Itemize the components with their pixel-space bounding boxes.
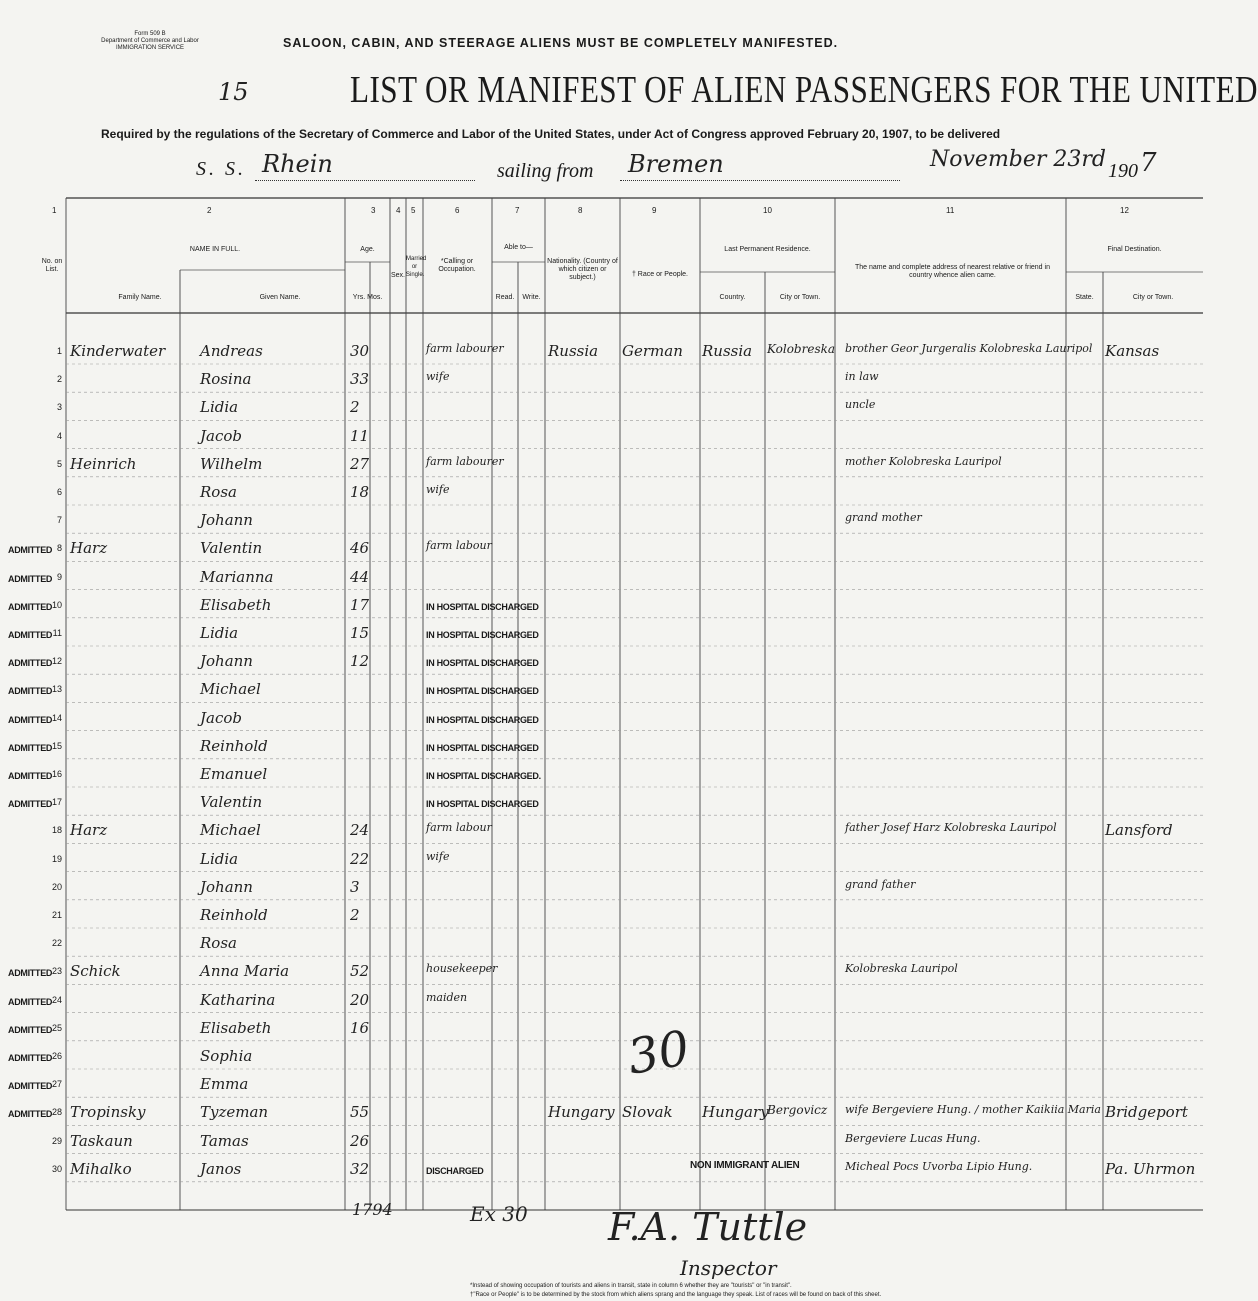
relative: grand mother bbox=[845, 511, 922, 525]
header-nationality: Nationality. (Country of which citizen or subject.) bbox=[547, 258, 618, 281]
age: 24 bbox=[350, 821, 370, 840]
occupation: IN HOSPITAL DISCHARGED bbox=[426, 799, 539, 810]
city: Bergovicz bbox=[767, 1103, 828, 1118]
table-row bbox=[0, 455, 1203, 483]
occupation: IN HOSPITAL DISCHARGED bbox=[426, 714, 539, 725]
footnote-1: *Instead of showing occupation of tourists and aliens in transit, state in column 6 whether they are "tourists" or "in transit". bbox=[470, 1283, 792, 1289]
ex-note: Ex 30 bbox=[470, 1202, 528, 1226]
given-name: Emanuel bbox=[200, 765, 268, 783]
col-num-12: 12 bbox=[1120, 206, 1129, 215]
footnote-2: †"Race or People" is to be determined by the stock from which aliens sprang and the language they speak. List of races will be found on back of this sheet. bbox=[470, 1292, 882, 1298]
table-row bbox=[0, 511, 1203, 539]
row-number: 21 bbox=[51, 910, 62, 920]
row-number: 17 bbox=[51, 797, 62, 808]
sailing-date: November 23rd bbox=[930, 147, 1107, 172]
admission-status: ADMITTED bbox=[8, 545, 53, 556]
col-num-6: 6 bbox=[455, 206, 460, 215]
header-able-to: Able to— bbox=[504, 244, 533, 251]
col-num-4: 4 bbox=[396, 206, 401, 215]
occupation: wife bbox=[426, 483, 450, 496]
relative: in law bbox=[845, 370, 879, 384]
department-name: Department of Commerce and Labor bbox=[101, 38, 199, 44]
relative: Micheal Pocs Uvorba Lipio Hung. bbox=[845, 1159, 1033, 1173]
age: 30 bbox=[350, 342, 370, 360]
col-num-11: 11 bbox=[946, 206, 955, 215]
table-row bbox=[0, 398, 1203, 426]
admission-status: ADMITTED bbox=[8, 1081, 53, 1092]
total-note: 1794 bbox=[352, 1200, 393, 1219]
header-state: State. bbox=[1075, 294, 1094, 301]
admission-status: ADMITTED bbox=[8, 742, 53, 753]
row-number: 26 bbox=[51, 1051, 62, 1061]
occupation: IN HOSPITAL DISCHARGED bbox=[426, 742, 539, 753]
age: 44 bbox=[350, 567, 370, 586]
given-name: Lidia bbox=[200, 624, 239, 642]
given-name: Andreas bbox=[200, 342, 263, 360]
age: 26 bbox=[350, 1131, 370, 1150]
nationality: Hungary bbox=[548, 1103, 615, 1122]
header-married-single: Married or Single. bbox=[406, 256, 427, 278]
col-num-9: 9 bbox=[652, 206, 657, 215]
ship-label: S. S. bbox=[196, 158, 246, 180]
header-yrs-mos: Yrs. Mos. bbox=[352, 294, 383, 301]
occupation: IN HOSPITAL DISCHARGED bbox=[426, 686, 539, 697]
row-number: 15 bbox=[51, 740, 62, 751]
occupation: maiden bbox=[426, 990, 468, 1004]
header-city-town-dest: City or Town. bbox=[1132, 294, 1174, 301]
given-name: Johann bbox=[200, 652, 253, 671]
given-name: Emma bbox=[200, 1075, 249, 1094]
row-number: 6 bbox=[56, 487, 62, 497]
row-number: 8 bbox=[56, 543, 62, 554]
page-title: LIST OR MANIFEST OF ALIEN PASSENGERS FOR THE UNITED bbox=[350, 69, 1258, 111]
row-number: 10 bbox=[51, 599, 62, 610]
given-name: Elisabeth bbox=[200, 595, 272, 614]
year-prefix: 190 bbox=[1108, 160, 1138, 182]
given-name: Johann bbox=[200, 877, 253, 896]
given-name: Katharina bbox=[200, 990, 276, 1009]
given-name: Marianna bbox=[200, 567, 274, 586]
admission-status: ADMITTED bbox=[8, 658, 53, 669]
relative: mother Kolobreska Lauripol bbox=[845, 454, 1002, 468]
inspector-signature: F.A. Tuttle bbox=[608, 1205, 808, 1249]
age: 33 bbox=[350, 370, 370, 389]
row-number: 25 bbox=[51, 1022, 62, 1033]
occupation: housekeeper bbox=[426, 962, 498, 976]
occupation: IN HOSPITAL DISCHARGED bbox=[426, 658, 539, 669]
table-row bbox=[0, 370, 1203, 398]
given-name: Lidia bbox=[200, 398, 239, 417]
occupation: wife bbox=[426, 849, 450, 863]
race: Slovak bbox=[622, 1103, 673, 1122]
row-number: 29 bbox=[51, 1135, 62, 1146]
row-number: 16 bbox=[51, 769, 62, 779]
form-info bbox=[95, 31, 205, 52]
age: 17 bbox=[350, 595, 370, 614]
row-number: 19 bbox=[51, 853, 62, 864]
form-number: Form 509 B bbox=[134, 31, 166, 37]
family-name: Mihalko bbox=[70, 1159, 132, 1178]
country: Hungary bbox=[702, 1103, 769, 1122]
admission-status: ADMITTED bbox=[8, 686, 53, 697]
occupation: IN HOSPITAL DISCHARGED bbox=[426, 630, 539, 640]
inspector-title: Inspector bbox=[680, 1256, 777, 1280]
table-row bbox=[0, 878, 1203, 906]
age: 22 bbox=[350, 849, 370, 868]
age: 27 bbox=[350, 454, 370, 473]
destination: Lansford bbox=[1105, 821, 1173, 840]
row-number: 13 bbox=[51, 684, 62, 695]
table-row bbox=[0, 991, 1203, 1019]
row-number: 27 bbox=[51, 1079, 62, 1090]
given-name: Michael bbox=[200, 680, 261, 699]
admission-status: ADMITTED bbox=[8, 601, 53, 612]
row-number: 22 bbox=[51, 938, 62, 949]
sheet-number: 15 bbox=[218, 78, 249, 106]
banner: SALOON, CABIN, AND STEERAGE ALIENS MUST BE COMPLETELY MANIFESTED. bbox=[283, 36, 839, 50]
given-name: Reinhold bbox=[200, 906, 268, 924]
city: Kolobreska bbox=[767, 342, 836, 356]
header-city-town: City or Town. bbox=[779, 294, 821, 301]
given-name: Rosa bbox=[200, 934, 237, 953]
table-row bbox=[0, 427, 1203, 455]
age: 46 bbox=[350, 539, 370, 558]
table-row bbox=[0, 906, 1203, 934]
relative: grand father bbox=[845, 877, 916, 891]
given-name: Jacob bbox=[200, 426, 242, 445]
admission-status: ADMITTED bbox=[8, 799, 53, 810]
table-row bbox=[0, 483, 1203, 511]
admission-status: ADMITTED bbox=[8, 996, 53, 1007]
destination: Bridgeport bbox=[1105, 1103, 1188, 1122]
nationality: Russia bbox=[548, 342, 599, 360]
occupation: DISCHARGED bbox=[426, 1165, 484, 1176]
table-row bbox=[0, 1047, 1203, 1075]
relative: wife Bergeviere Hung. / mother Kaikiia Maria bbox=[845, 1103, 1101, 1117]
destination: Pa. Uhrmon bbox=[1105, 1159, 1196, 1178]
family-name: Taskaun bbox=[70, 1131, 133, 1150]
table-row bbox=[0, 596, 1203, 624]
age: 12 bbox=[350, 652, 370, 671]
age: 20 bbox=[350, 990, 370, 1009]
table-row bbox=[0, 934, 1203, 962]
col-num-10: 10 bbox=[763, 206, 772, 215]
header-final-destination: Final Destination. bbox=[1107, 246, 1162, 253]
header-relative: The name and complete address of nearest relative or friend in country whence alien came. bbox=[855, 264, 1050, 279]
table-row bbox=[0, 1075, 1203, 1103]
row-number: 23 bbox=[51, 966, 62, 977]
header-race: † Race or People. bbox=[631, 271, 689, 278]
header-write: Write. bbox=[522, 294, 541, 301]
occupation: IN HOSPITAL DISCHARGED bbox=[426, 601, 539, 612]
given-name: Rosina bbox=[200, 370, 252, 389]
table-row bbox=[0, 821, 1203, 849]
header-no-on-list: No. on List. bbox=[41, 258, 63, 273]
age: 16 bbox=[350, 1018, 370, 1037]
age: 55 bbox=[350, 1103, 370, 1122]
row-number: 3 bbox=[56, 402, 62, 413]
given-name: Elisabeth bbox=[200, 1018, 272, 1037]
header-last-residence: Last Permanent Residence. bbox=[724, 246, 811, 253]
row-number: 12 bbox=[51, 656, 62, 667]
relative: uncle bbox=[845, 398, 876, 412]
admission-status: ADMITTED bbox=[8, 1053, 53, 1063]
header-name-in-full: NAME IN FULL. bbox=[189, 246, 241, 253]
given-name: Sophia bbox=[200, 1047, 253, 1065]
table-row bbox=[0, 539, 1203, 567]
row-number: 4 bbox=[56, 430, 62, 441]
admission-status: ADMITTED bbox=[8, 630, 53, 640]
admission-status: ADMITTED bbox=[8, 1109, 53, 1120]
occupation: farm labour bbox=[426, 821, 492, 835]
row-number: 11 bbox=[52, 628, 62, 638]
given-name: Johann bbox=[200, 511, 253, 530]
relative: Kolobreska Lauripol bbox=[845, 962, 958, 976]
header-calling: *Calling or Occupation. bbox=[438, 258, 476, 273]
table-row bbox=[0, 568, 1203, 596]
row-number: 1 bbox=[56, 346, 62, 356]
col-num-2: 2 bbox=[207, 206, 212, 215]
given-name: Jacob bbox=[200, 708, 242, 727]
table-row bbox=[0, 962, 1203, 990]
relative: father Josef Harz Kolobreska Lauripol bbox=[845, 821, 1057, 835]
table-row bbox=[0, 765, 1203, 793]
row-number: 7 bbox=[56, 515, 62, 526]
family-name: Heinrich bbox=[70, 454, 137, 473]
admission-status: ADMITTED bbox=[8, 714, 53, 725]
age: 18 bbox=[350, 483, 370, 501]
row-number: 28 bbox=[51, 1107, 62, 1118]
occupation: farm labourer bbox=[426, 342, 504, 355]
given-name: Valentin bbox=[200, 793, 263, 812]
family-name: Harz bbox=[70, 539, 108, 558]
header-given-name: Given Name. bbox=[259, 294, 301, 301]
age: 2 bbox=[350, 906, 360, 924]
table-row bbox=[0, 793, 1203, 821]
family-name: Harz bbox=[70, 821, 108, 840]
family-name: Tropinsky bbox=[70, 1103, 146, 1122]
occupation: farm labour bbox=[426, 539, 492, 553]
row-number: 9 bbox=[56, 571, 62, 582]
port-name: Bremen bbox=[628, 150, 724, 178]
given-name: Janos bbox=[200, 1159, 242, 1178]
row-number: 20 bbox=[51, 881, 62, 892]
header-sex: Sex. bbox=[390, 272, 405, 279]
col-num-3: 3 bbox=[371, 206, 376, 215]
table-row bbox=[0, 850, 1203, 878]
relative: brother Geor Jurgeralis Kolobreska Lauripol bbox=[845, 342, 1093, 355]
sailing-label: sailing from bbox=[497, 160, 594, 182]
row-number: 2 bbox=[56, 374, 62, 385]
table-row bbox=[0, 737, 1203, 765]
table-row bbox=[0, 1103, 1203, 1131]
given-name: Reinhold bbox=[200, 736, 268, 755]
big-number-30: 30 bbox=[623, 1020, 694, 1086]
col-num-8: 8 bbox=[578, 206, 583, 215]
occupation: farm labourer bbox=[426, 454, 504, 468]
non-immigrant-stamp: NON IMMIGRANT ALIEN bbox=[690, 1160, 800, 1171]
table-row bbox=[0, 1019, 1203, 1047]
service-name: IMMIGRATION SERVICE bbox=[115, 45, 185, 51]
col-num-1: 1 bbox=[52, 206, 57, 215]
year-suffix: 7 bbox=[1140, 148, 1157, 178]
admission-status: ADMITTED bbox=[8, 1024, 53, 1035]
ship-name: Rhein bbox=[262, 150, 333, 178]
row-number: 24 bbox=[51, 994, 62, 1005]
given-name: Rosa bbox=[200, 483, 237, 501]
row-number: 30 bbox=[51, 1163, 62, 1174]
row-number: 5 bbox=[56, 458, 62, 469]
occupation: wife bbox=[426, 370, 450, 384]
col-num-7: 7 bbox=[515, 206, 520, 215]
subtitle: Required by the regulations of the Secretary of Commerce and Labor of the United States, under Act of Congress approved February 20, 1907, to be delivered bbox=[101, 127, 1001, 141]
given-name: Wilhelm bbox=[200, 454, 263, 473]
table-row bbox=[0, 342, 1203, 370]
table-row bbox=[0, 680, 1203, 708]
age: 2 bbox=[350, 398, 360, 417]
row-number: 18 bbox=[51, 825, 62, 836]
header-country: Country. bbox=[719, 294, 746, 301]
age: 15 bbox=[350, 624, 370, 642]
header-family-name: Family Name. bbox=[118, 294, 162, 301]
given-name: Lidia bbox=[200, 849, 239, 868]
age: 52 bbox=[350, 962, 370, 981]
age: 3 bbox=[350, 877, 360, 896]
age: 11 bbox=[350, 426, 370, 445]
admission-status: ADMITTED bbox=[8, 968, 53, 979]
family-name: Schick bbox=[70, 962, 121, 981]
given-name: Tyzeman bbox=[200, 1103, 269, 1122]
age: 32 bbox=[350, 1159, 370, 1178]
table-row bbox=[0, 652, 1203, 680]
relative: Bergeviere Lucas Hung. bbox=[845, 1131, 981, 1145]
race: German bbox=[622, 342, 683, 360]
table-row bbox=[0, 1160, 1203, 1188]
row-number: 14 bbox=[51, 712, 62, 723]
occupation: IN HOSPITAL DISCHARGED. bbox=[426, 771, 541, 781]
given-name: Anna Maria bbox=[200, 962, 290, 981]
table-row bbox=[0, 1132, 1203, 1160]
admission-status: ADMITTED bbox=[8, 573, 53, 584]
country: Russia bbox=[702, 342, 753, 360]
given-name: Valentin bbox=[200, 539, 263, 558]
family-name: Kinderwater bbox=[70, 342, 166, 360]
header-read: Read. bbox=[495, 294, 515, 301]
given-name: Michael bbox=[200, 821, 261, 840]
col-num-5: 5 bbox=[411, 206, 416, 215]
table-row bbox=[0, 624, 1203, 652]
header-age: Age. bbox=[360, 246, 375, 253]
given-name: Tamas bbox=[200, 1131, 249, 1150]
admission-status: ADMITTED bbox=[8, 771, 53, 781]
destination: Kansas bbox=[1105, 342, 1160, 360]
table-row bbox=[0, 709, 1203, 737]
